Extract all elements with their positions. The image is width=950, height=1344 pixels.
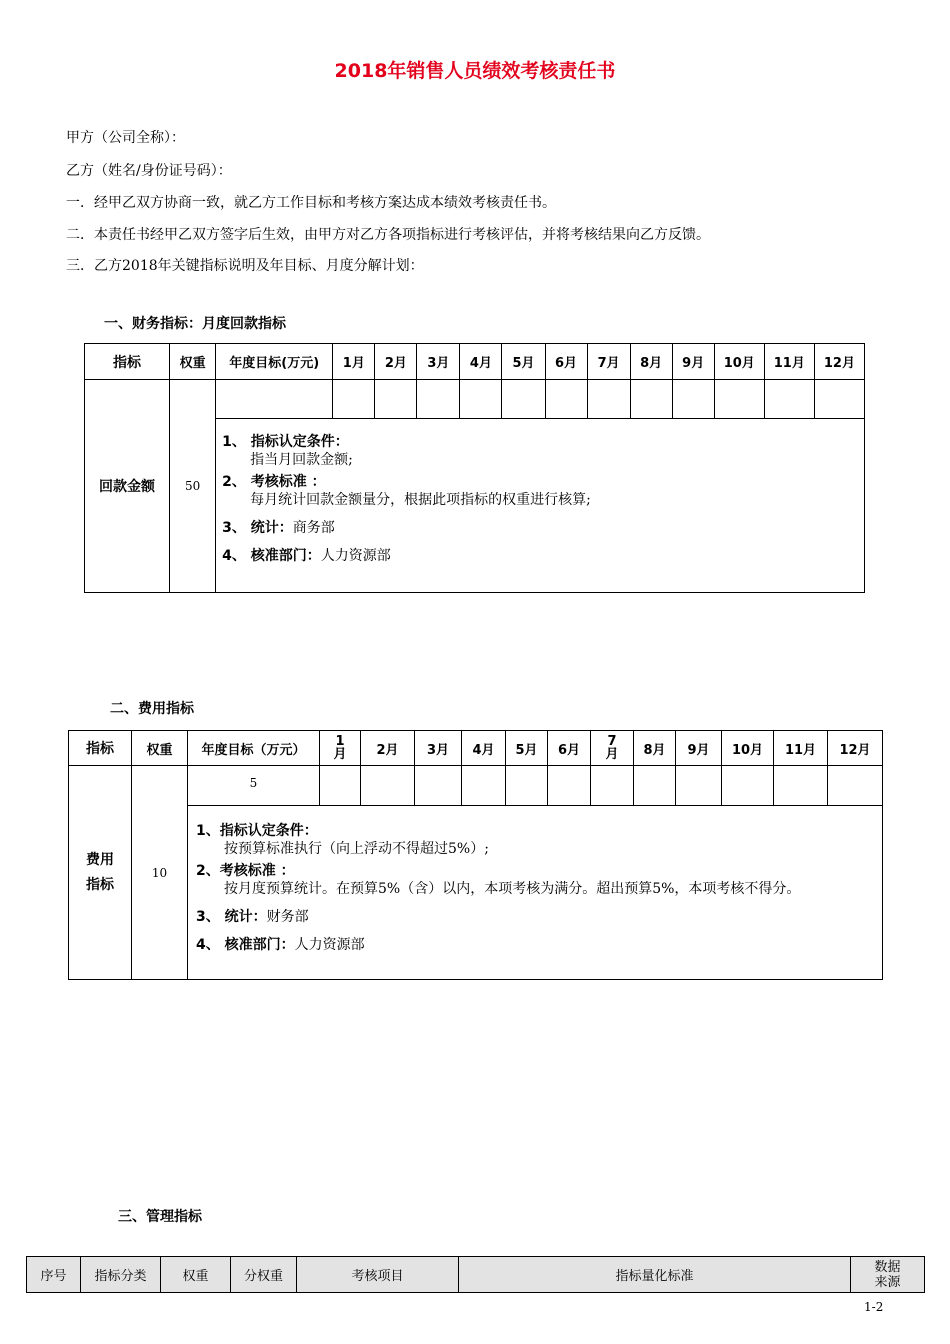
header-month: 10月	[722, 731, 774, 766]
annual-target-cell: 5	[188, 766, 320, 806]
month-cell	[722, 766, 774, 806]
party-b-line: 乙方（姓名/身份证号码）：	[66, 163, 232, 179]
header-indicator: 指标	[85, 344, 170, 380]
header-month: 11月	[774, 731, 828, 766]
approval-value: 人力资源部	[320, 548, 391, 564]
month-cell	[417, 380, 460, 419]
section2-heading: 二、费用指标	[110, 701, 194, 717]
header-month: 2月	[375, 344, 417, 380]
month-cell	[506, 766, 548, 806]
header-quantification-standard: 指标量化标准	[459, 1257, 851, 1293]
header-month: 7月	[587, 344, 630, 380]
month-cell	[814, 380, 864, 419]
header-month: 5月	[506, 731, 548, 766]
expense-indicator-table	[68, 730, 883, 980]
month-cell	[375, 380, 417, 419]
header-weight: 权重	[132, 731, 188, 766]
criteria-item	[222, 433, 858, 469]
standard-detail: 按月度预算统计。在预算5%（含）以内，本项考核为满分。超出预算5%，本项考核不得分。	[224, 881, 801, 897]
finance-indicator-table	[84, 343, 865, 593]
header-month: 12月	[814, 344, 864, 380]
header-month: 4月	[460, 344, 502, 380]
standard-item	[196, 862, 876, 898]
header-month: 1 月	[320, 731, 361, 766]
month-cell	[361, 766, 415, 806]
header-month: 7 月	[591, 731, 634, 766]
page-title: 2018年销售人员绩效考核责任书	[334, 60, 616, 82]
criteria-detail: 指当月回款金额;	[250, 452, 353, 468]
month-cell	[587, 380, 630, 419]
approval-label: 4、 核准部门：	[222, 548, 321, 564]
statistics-item	[196, 908, 876, 926]
party-a-line: 甲方（公司全称）：	[66, 130, 185, 146]
indicator-cell	[69, 766, 132, 980]
header-month: 2月	[361, 731, 415, 766]
clause-two: 二．本责任书经甲乙双方签字后生效，由甲方对乙方各项指标进行考核评估，并将考核结果向乙方反馈。	[66, 227, 710, 243]
approval-item	[222, 547, 858, 565]
approval-value: 人力资源部	[294, 937, 365, 953]
header-month: 4月	[462, 731, 506, 766]
assessment-description	[216, 419, 865, 593]
header-month: 6月	[548, 731, 591, 766]
criteria-label: 1、 指标认定条件：	[222, 434, 349, 450]
standard-label: 2、 考核标准 ：	[222, 474, 326, 490]
header-weight: 权重	[170, 344, 216, 380]
header-month: 10月	[714, 344, 764, 380]
header-sub-weight: 分权重	[231, 1257, 297, 1293]
month-cell	[676, 766, 722, 806]
header-month: 8月	[630, 344, 672, 380]
page-number: 1-2	[864, 1300, 884, 1314]
annual-target-cell	[216, 380, 333, 419]
statistics-value: 商务部	[292, 520, 335, 536]
month-cell	[591, 766, 634, 806]
indicator-line: 费用	[86, 851, 114, 868]
header-month: 12月	[828, 731, 883, 766]
header-category: 指标分类	[81, 1257, 161, 1293]
month-cell	[462, 766, 506, 806]
header-month: 9月	[672, 344, 714, 380]
standard-item	[222, 473, 858, 509]
month-cell	[828, 766, 883, 806]
header-data-source: 数据 来源	[851, 1257, 925, 1293]
assessment-description	[188, 806, 883, 980]
month-cell	[764, 380, 814, 419]
header-serial: 序号	[27, 1257, 81, 1293]
section3-heading: 三、管理指标	[118, 1209, 202, 1225]
weight-cell: 10	[132, 766, 188, 980]
standard-detail: 每月统计回款金额量分，根据此项指标的权重进行核算;	[250, 492, 591, 508]
statistics-item	[222, 519, 858, 537]
statistics-value: 财务部	[266, 909, 309, 925]
weight-cell: 50	[170, 380, 216, 593]
statistics-label: 3、 统计：	[196, 909, 267, 925]
header-month: 5月	[502, 344, 545, 380]
header-month: 3月	[417, 344, 460, 380]
header-annual-target: 年度目标（万元）	[188, 731, 320, 766]
statistics-label: 3、 统计：	[222, 520, 293, 536]
month-cell	[672, 380, 714, 419]
header-assessment-item: 考核项目	[297, 1257, 459, 1293]
criteria-detail: 按预算标准执行（向上浮动不得超过5%）;	[224, 841, 489, 857]
month-cell	[545, 380, 587, 419]
month-cell	[630, 380, 672, 419]
indicator-line: 指标	[86, 876, 114, 893]
header-month: 3月	[415, 731, 462, 766]
header-month: 6月	[545, 344, 587, 380]
clause-one: 一．经甲乙双方协商一致，就乙方工作目标和考核方案达成本绩效考核责任书。	[66, 195, 556, 211]
criteria-item	[196, 822, 876, 858]
month-cell	[320, 766, 361, 806]
month-cell	[502, 380, 545, 419]
criteria-label: 1、指标认定条件：	[196, 823, 318, 839]
indicator-cell: 回款金额	[85, 380, 170, 593]
month-cell	[548, 766, 591, 806]
month-cell	[774, 766, 828, 806]
header-indicator: 指标	[69, 731, 132, 766]
header-annual-target: 年度目标(万元)	[216, 344, 333, 380]
month-cell	[415, 766, 462, 806]
section1-heading: 一、财务指标：月度回款指标	[104, 316, 286, 332]
month-cell	[634, 766, 676, 806]
month-cell	[460, 380, 502, 419]
approval-label: 4、 核准部门：	[196, 937, 295, 953]
header-weight: 权重	[161, 1257, 231, 1293]
month-cell	[333, 380, 375, 419]
standard-label: 2、考核标准 ：	[196, 863, 295, 879]
approval-item	[196, 936, 876, 954]
header-month: 9月	[676, 731, 722, 766]
month-cell	[714, 380, 764, 419]
management-indicator-table	[26, 1256, 925, 1293]
header-month: 8月	[634, 731, 676, 766]
header-month: 1月	[333, 344, 375, 380]
header-month: 11月	[764, 344, 814, 380]
clause-three: 三．乙方2018年关键指标说明及年目标、月度分解计划：	[66, 258, 424, 274]
